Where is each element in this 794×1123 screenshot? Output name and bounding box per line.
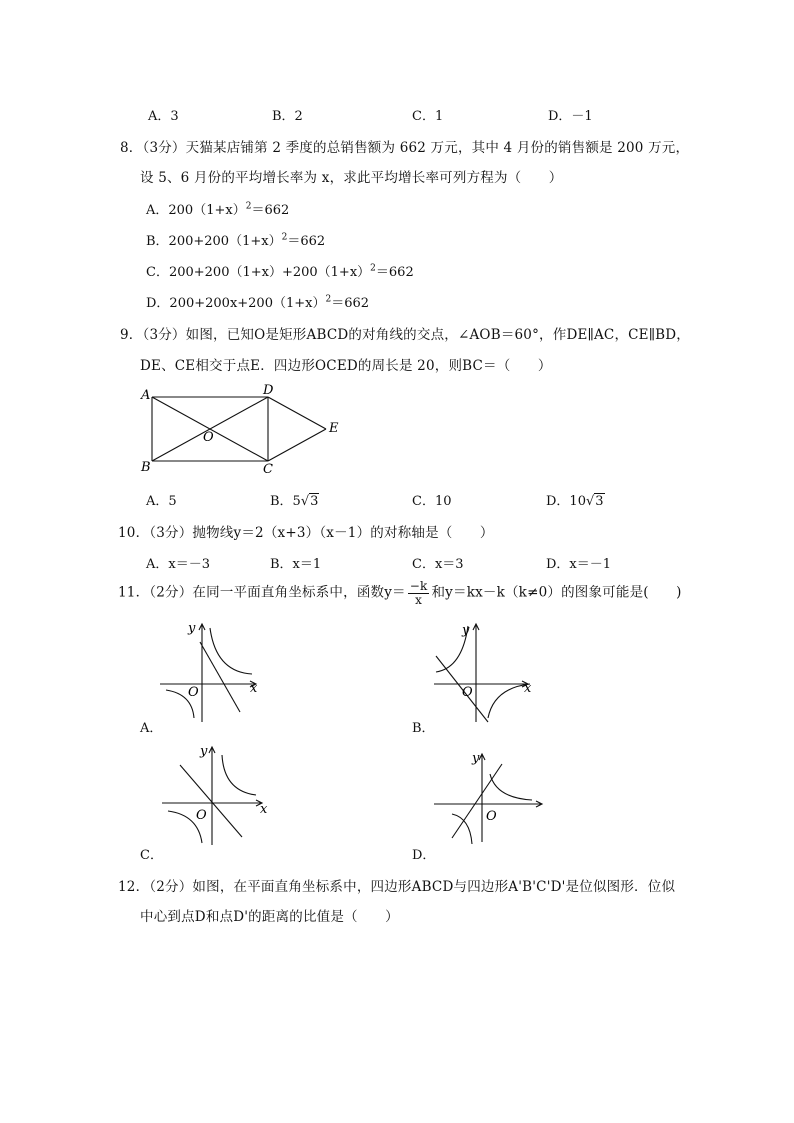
q9-option-a: A．5 [146, 494, 177, 509]
q8-stem-line2: 设 5、6 月份的平均增长率为 x，求此平均增长率可列方程为（ ） [140, 170, 563, 186]
q11-stem: 11．（2分）在同一平面直角坐标系中，函数y＝ $\frac{-k}{x}$ 和y＝kx－k（k≠0）的图象可能是( ) [118, 579, 682, 607]
q10-option-a: A．x＝－3 [146, 557, 210, 572]
q10-stem: 10．（3分）抛物线y＝2（x+3）（x－1）的对称轴是（ ） [118, 525, 494, 541]
q9-label-e: E [329, 421, 339, 436]
q11-graph-d [432, 752, 548, 848]
q8-option-d: D．$200+200x+200(1+x)^2=662$ [146, 294, 370, 311]
q10-option-b: B．x＝1 [270, 557, 322, 572]
q11b-x-label: x [524, 681, 532, 696]
q9-label-c: C [263, 462, 273, 477]
q11b-y-label: y [462, 623, 470, 638]
q11d-hyperbola-branch-1 [490, 774, 532, 800]
q7-option-b: B．2 [272, 109, 303, 124]
q11c-line [180, 765, 242, 837]
q11a-origin-label: O [188, 685, 199, 700]
q12-stem-line1: 12．（2分）如图，在平面直角坐标系中，四边形ABCD与四边形A'B'C'D'是位似图形．位似 [118, 879, 676, 895]
q11-option-b: B． [412, 721, 435, 736]
q8-option-b: B．$200+200(1+x)^2=662$ [146, 232, 326, 249]
q9-option-b: B．5√3 [270, 494, 319, 509]
q9-label-a: A [141, 388, 151, 403]
q11d-y-label: y [472, 751, 480, 766]
q8-option-a: A．$200(1+x)^2=662$ [146, 201, 290, 218]
q7-option-c: C．1 [412, 109, 444, 124]
q11-option-c: C． [140, 848, 163, 863]
q11d-hyperbola-branch-2 [452, 814, 472, 844]
q9-figure-rectangle-rhombus [140, 385, 350, 475]
q9-segment-ce [268, 429, 326, 461]
q7-option-d: D．－1 [548, 109, 593, 124]
q9-label-d: D [263, 383, 274, 398]
q9-option-c: C．10 [412, 494, 452, 509]
q11a-hyperbola-branch-1 [210, 628, 252, 674]
q11c-hyperbola-branch-1 [222, 755, 256, 795]
q9-segment-de [268, 397, 326, 429]
q7-option-a: A．3 [148, 109, 179, 124]
q11a-x-label: x [250, 681, 258, 696]
q11a-line [200, 642, 240, 712]
q9-stem-line2: DE、CE相交于点E．四边形OCED的周长是 20，则BC＝（ ） [140, 358, 552, 374]
q9-stem-line1: 9．（3分）如图，已知O是矩形ABCD的对角线的交点，∠AOB＝60°，作DE∥AC，CE∥BD， [120, 327, 691, 343]
q8-stem-line1: 8．（3分）天猫某店铺第 2 季度的总销售额为 662 万元，其中 4 月份的销售额是 200 万元， [120, 140, 690, 156]
q10-option-c: C．x＝3 [412, 557, 464, 572]
q11-option-a: A． [140, 721, 163, 736]
q9-label-b: B [141, 460, 151, 475]
q12-stem-line2: 中心到点D和点D'的距离的比值是（ ） [140, 909, 399, 925]
q8-option-c: C．$200+200(1+x)+200(1+x)^2=662$ [146, 263, 414, 280]
q11c-x-label: x [260, 802, 268, 817]
q11d-origin-label: O [486, 809, 497, 824]
q11d-line [452, 764, 502, 838]
q11-graph-a [160, 622, 270, 722]
q11-fraction: $\frac{-k}{x}$ [409, 579, 428, 607]
q11c-origin-label: O [196, 808, 207, 823]
q11a-y-label: y [188, 621, 196, 636]
q9-option-d: D．10√3 [546, 494, 604, 509]
q11-graph-b [432, 622, 542, 722]
q9-label-o: O [203, 430, 214, 445]
q10-option-d: D．x＝－1 [546, 557, 612, 572]
q11b-origin-label: O [462, 685, 473, 700]
q11-option-d: D． [412, 848, 436, 863]
q11c-y-label: y [200, 744, 208, 759]
q11-graph-c [160, 745, 270, 845]
